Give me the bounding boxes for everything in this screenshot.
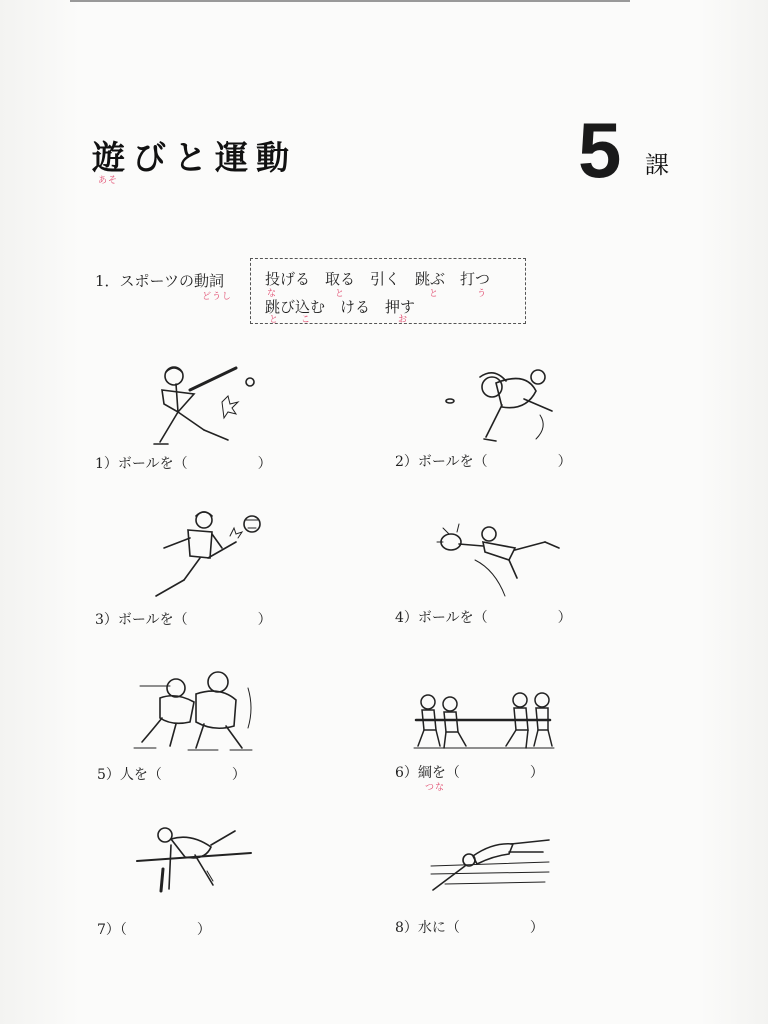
question-2: 2）ボールを（ ） <box>395 454 572 470</box>
lesson-number: 5 <box>578 106 622 194</box>
tug-of-war-illustration <box>410 690 555 752</box>
vocab-reading: お <box>398 315 409 325</box>
title-reading: あそ <box>98 176 119 186</box>
question-6-reading: つな <box>425 783 446 793</box>
question-7: 7）（ ） <box>97 922 211 938</box>
pitching-illustration <box>440 365 560 445</box>
question-1: 1）ボールを（ ） <box>95 456 272 472</box>
batting-illustration <box>150 362 260 448</box>
question-3: 3）ボールを（ ） <box>95 612 272 628</box>
vocab-reading: と <box>429 289 440 299</box>
vocab-line-2: 跳び込む ける 押す <box>265 298 416 316</box>
catching-illustration <box>435 520 565 600</box>
vocab-reading: な <box>267 289 278 299</box>
question-8: 8）水に（ ） <box>395 920 544 936</box>
high-jump-illustration <box>135 825 255 895</box>
vocab-reading: と <box>269 315 280 325</box>
diving-illustration <box>425 830 555 896</box>
vocab-reading: う <box>477 289 488 299</box>
vocab-box <box>250 258 526 324</box>
vocab-reading: と <box>335 289 346 299</box>
question-4: 4）ボールを（ ） <box>395 610 572 626</box>
vocab-line-1: 投げる 取る 引く 跳ぶ 打つ <box>265 270 491 288</box>
lesson-suffix: 課 <box>645 151 669 179</box>
question-5: 5）人を（ ） <box>97 767 246 783</box>
lesson-title: 遊びと運動 <box>92 138 297 177</box>
section-heading-reading: どうし <box>202 292 233 302</box>
kicking-illustration <box>150 508 270 603</box>
section-heading: 1．スポーツの動詞 <box>95 272 224 290</box>
top-edge-line <box>70 0 630 2</box>
vocab-reading: こ <box>301 315 312 325</box>
question-6: 6）綱を（ ） <box>395 765 544 781</box>
pushing-illustration <box>130 668 260 753</box>
